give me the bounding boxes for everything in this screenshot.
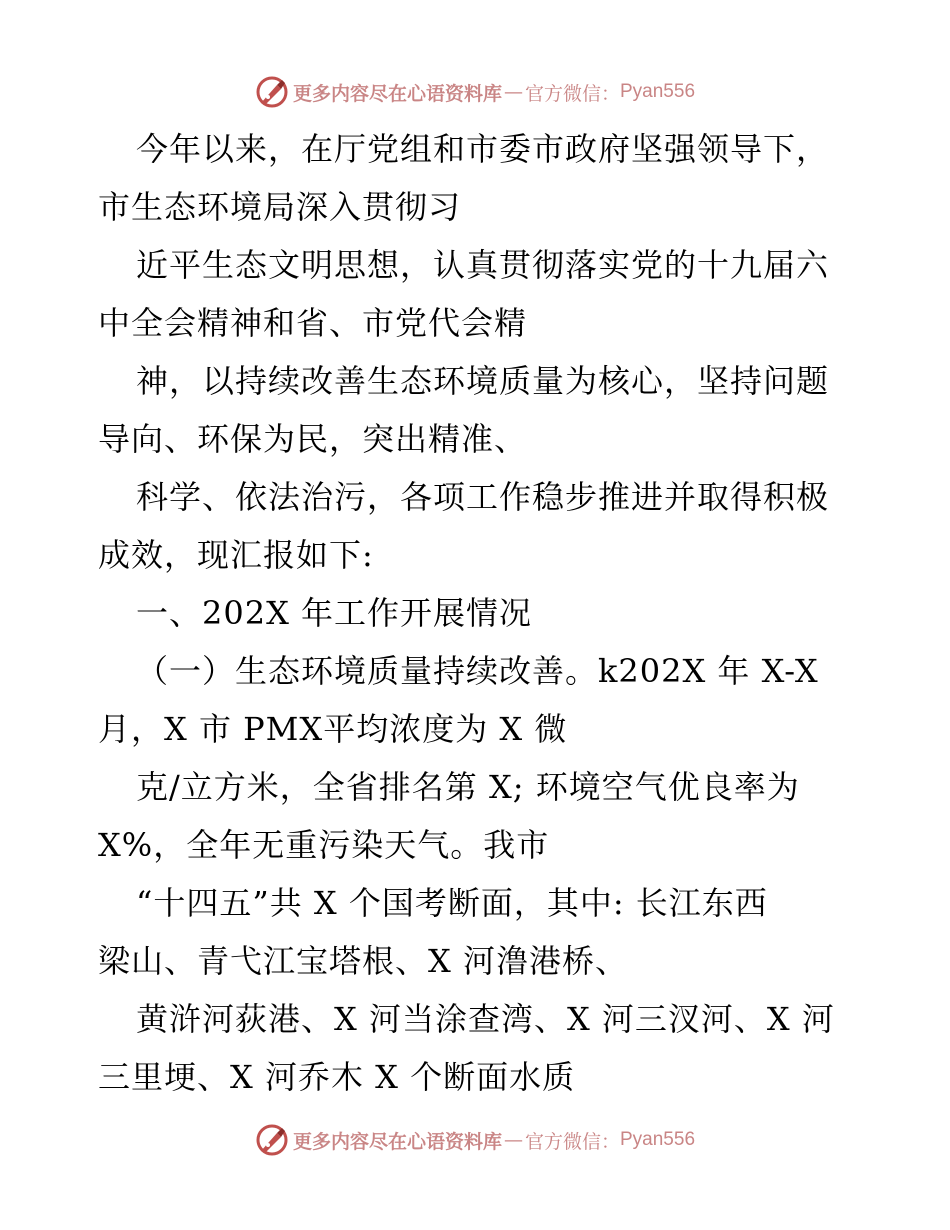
- body-line: 今年以来，在厅党组和市委市政府坚强领导下，: [136, 130, 830, 168]
- body-line: 梁山、青弋江宝塔根、X 河澛港桥、: [98, 942, 628, 980]
- body-line: “十四五”共 X 个国考断面，其中: 长江东西: [136, 884, 768, 922]
- body-line: 近平生态文明思想，认真贯彻落实党的十九届六: [136, 246, 830, 284]
- header-watermark: [0, 72, 950, 112]
- watermark-site-text: 更多内容尽在心语资料库: [292, 82, 502, 105]
- body-line: X%，全年无重污染天气。我市: [98, 826, 550, 864]
- body-line: 黄浒河荻港、X 河当涂查湾、X 河三汊河、X 河: [136, 1000, 835, 1038]
- document-body: [98, 120, 858, 1106]
- watermark-dash: —: [503, 1129, 523, 1151]
- body-line: 中全会精神和省、市党代会精: [98, 304, 528, 342]
- body-line: 科学、依法治污，各项工作稳步推进并取得积极: [136, 478, 830, 516]
- watermark-wechat-account: Pyan556: [620, 1129, 696, 1150]
- section-heading: 一、202X 年工作开展情况: [136, 594, 533, 632]
- watermark-wechat-account: Pyan556: [620, 81, 696, 102]
- pen-logo-icon: [255, 75, 289, 109]
- body-line: 市生态环境局深入贯彻习: [98, 188, 462, 226]
- body-line: 月，X 市 PMX平均浓度为 X 微: [98, 710, 568, 748]
- body-line: （一）生态环境质量持续改善。k202X 年 X-X: [136, 652, 819, 690]
- body-line: 克/立方米，全省排名第 X; 环境空气优良率为: [136, 768, 800, 806]
- body-line: 三里埂、X 河乔木 X 个断面水质: [98, 1058, 576, 1096]
- watermark-site-text: 更多内容尽在心语资料库: [292, 1130, 502, 1153]
- body-line: 导向、环保为民，突出精准、: [98, 420, 528, 458]
- body-line: 成效，现汇报如下:: [98, 536, 374, 574]
- footer-watermark: [0, 1120, 950, 1160]
- watermark-wechat-label: 官方微信：: [524, 82, 620, 105]
- body-line: 神，以持续改善生态环境质量为核心，坚持问题: [136, 362, 830, 400]
- watermark-wechat-label: 官方微信：: [524, 1130, 620, 1153]
- watermark-dash: —: [503, 81, 523, 103]
- pen-logo-icon: [255, 1123, 289, 1157]
